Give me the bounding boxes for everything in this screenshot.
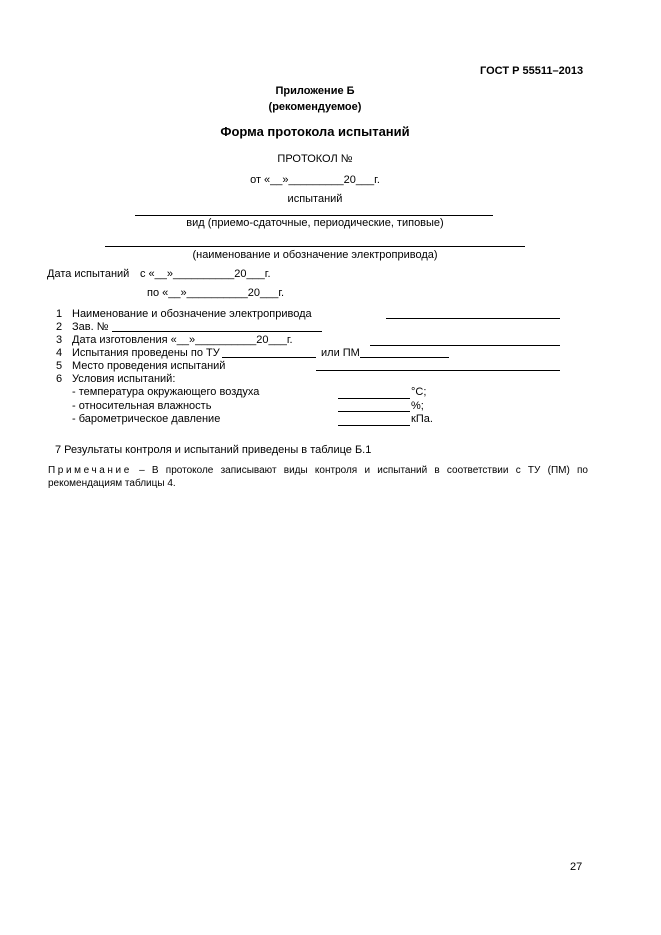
test-date-label: Дата испытаний xyxy=(47,268,130,280)
item-number: 6 xyxy=(56,373,63,385)
test-type-line xyxy=(135,215,493,216)
condition-pressure: - барометрическое давление xyxy=(72,413,221,425)
condition-humidity: - относительная влажность xyxy=(72,400,212,412)
item-number: 3 xyxy=(56,334,63,346)
protocol-label: ПРОТОКОЛ № xyxy=(277,153,353,165)
form-title: Форма протокола испытаний xyxy=(220,124,410,139)
pressure-unit: кПа. xyxy=(411,413,433,425)
tests-word: испытаний xyxy=(287,193,343,205)
note-label: Примечание xyxy=(48,465,132,476)
page-number: 27 xyxy=(570,861,583,873)
item-spec-pm-label: или ПМ xyxy=(321,347,360,359)
item-test-location: Место проведения испытаний xyxy=(72,360,226,372)
protocol-date: от «__»_________20___г. xyxy=(250,174,380,186)
spec-pm-field xyxy=(360,357,449,358)
condition-temperature: - температура окружающего воздуха xyxy=(72,386,260,398)
note-text: – В протоколе записывают виды контроля и испытаний в соответствии с ТУ (ПМ) по рекомендациям таблицы 4. xyxy=(48,465,588,489)
drive-name-field xyxy=(386,318,560,319)
drive-name-line xyxy=(105,246,525,247)
item-test-conditions: Условия испытаний: xyxy=(72,373,176,385)
serial-field xyxy=(112,331,322,332)
appendix-subtitle: (рекомендуемое) xyxy=(268,101,362,113)
test-date-from: с «__»__________20___г. xyxy=(140,268,271,280)
item-serial: Зав. № xyxy=(72,321,109,333)
test-date-to: по «__»__________20___г. xyxy=(147,287,285,299)
manufacture-date-field xyxy=(370,345,560,346)
standard-number: ГОСТ Р 55511–2013 xyxy=(480,65,584,77)
item-number: 5 xyxy=(56,360,63,372)
temperature-field xyxy=(338,398,410,399)
pressure-field xyxy=(338,425,410,426)
item-manufacture-date: Дата изготовления «__»__________20___г. xyxy=(72,334,293,346)
spec-tu-field xyxy=(222,357,316,358)
item-spec: Испытания проведены по ТУ xyxy=(72,347,220,359)
drive-name-caption: (наименование и обозначение электропривода) xyxy=(192,249,438,261)
item-number: 1 xyxy=(56,308,63,320)
humidity-unit: %; xyxy=(411,400,424,412)
item-drive-name: Наименование и обозначение электропривода xyxy=(72,308,312,320)
item-number: 4 xyxy=(56,347,63,359)
test-type-caption: вид (приемо-сдаточные, периодические, типовые) xyxy=(186,217,444,229)
appendix-title: Приложение Б xyxy=(275,85,355,97)
item-number: 2 xyxy=(56,321,63,333)
results-statement: 7 Результаты контроля и испытаний приведены в таблице Б.1 xyxy=(55,444,372,456)
test-location-field xyxy=(316,370,560,371)
humidity-field xyxy=(338,411,410,412)
note xyxy=(48,464,588,490)
temperature-unit: °С; xyxy=(411,386,427,398)
